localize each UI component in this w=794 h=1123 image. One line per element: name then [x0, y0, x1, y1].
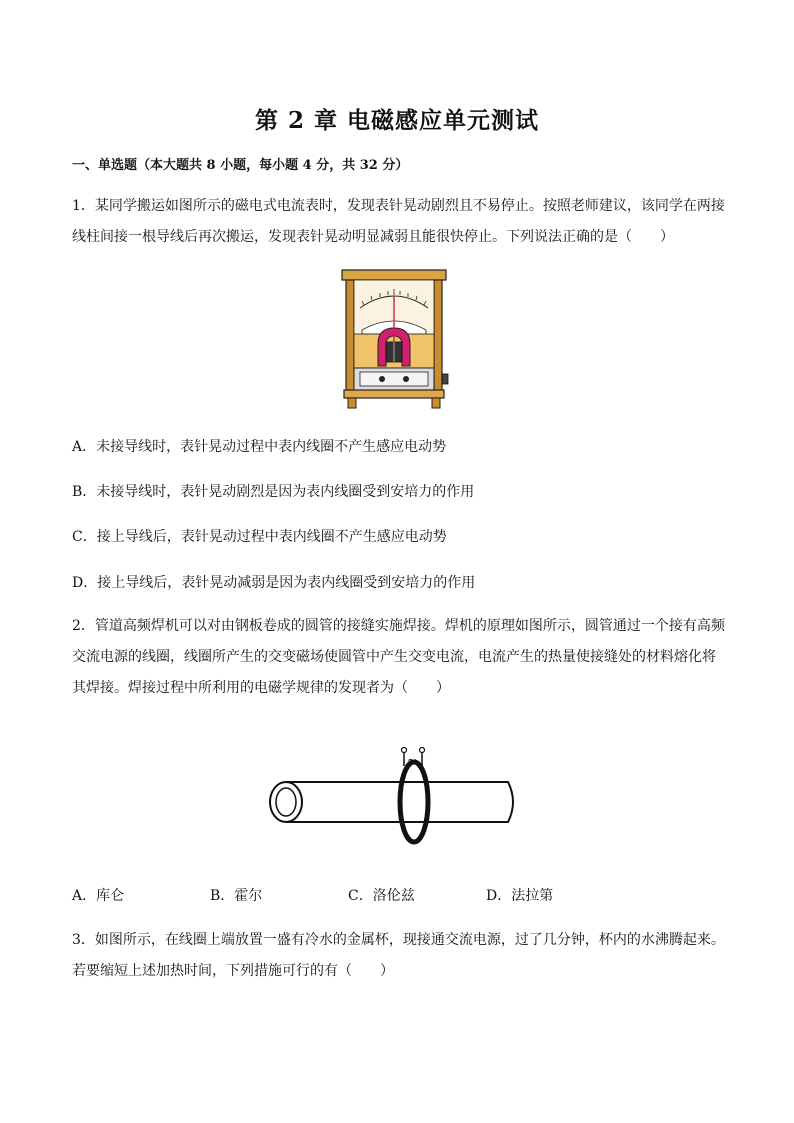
pipe-coil-figure [262, 742, 524, 852]
question-2-line-1: 2．管道高频焊机可以对由钢板卷成的圆管的接缝实施焊接。焊机的原理如图所示，圆管通过一个接有高频 [72, 618, 725, 634]
question-1-option-b: B．未接导线时，表针晃动剧烈是因为表内线圈受到安培力的作用 [72, 484, 475, 500]
question-1-option-a: A．未接导线时，表针晃动过程中表内线圈不产生感应电动势 [72, 439, 447, 455]
ac-source-symbol: ~ [407, 753, 418, 767]
question-2-option-c: C．洛伦兹 [348, 888, 415, 904]
question-1-stem [72, 191, 732, 253]
question-1-line-1: 1．某同学搬运如图所示的磁电式电流表时，发现表针晃动剧烈且不易停止。按照老师建议，该同学在两接 [72, 198, 725, 214]
question-3-line-2: 若要缩短上述加热时间，下列措施可行的有（ ） [72, 963, 394, 979]
question-2-stem [72, 611, 732, 704]
question-2-option-a: A．库仑 [72, 888, 125, 904]
question-2-line-3: 其焊接。焊接过程中所利用的电磁学规律的发现者为（ ） [72, 680, 450, 696]
question-2-option-d: D．法拉第 [486, 888, 554, 904]
section-heading: 一、单选题（本大题共 8 小题，每小题 4 分，共 32 分） [72, 158, 409, 173]
question-2-option-b: B．霍尔 [210, 888, 263, 904]
question-3-line-1: 3．如图所示，在线圈上端放置一盛有冷水的金属杯，现接通交流电源，过了几分钟，杯内的水沸腾起来。 [72, 932, 725, 948]
galvanometer-figure [340, 268, 456, 416]
document-title: 第 2 章 电磁感应单元测试 [254, 107, 540, 134]
question-1-option-c: C．接上导线后，表针晃动过程中表内线圈不产生感应电动势 [72, 529, 447, 545]
question-1-line-2: 线柱间接一根导线后再次搬运，发现表针晃动明显减弱且能很快停止。下列说法正确的是（ ） [72, 229, 674, 245]
question-3-stem [72, 925, 732, 987]
question-2-line-2: 交流电源的线圈，线圈所产生的交变磁场使圆管中产生交变电流，电流产生的热量使接缝处的材料熔化将 [72, 649, 716, 665]
question-1-option-d: D．接上导线后，表针晃动减弱是因为表内线圈受到安培力的作用 [72, 575, 476, 591]
